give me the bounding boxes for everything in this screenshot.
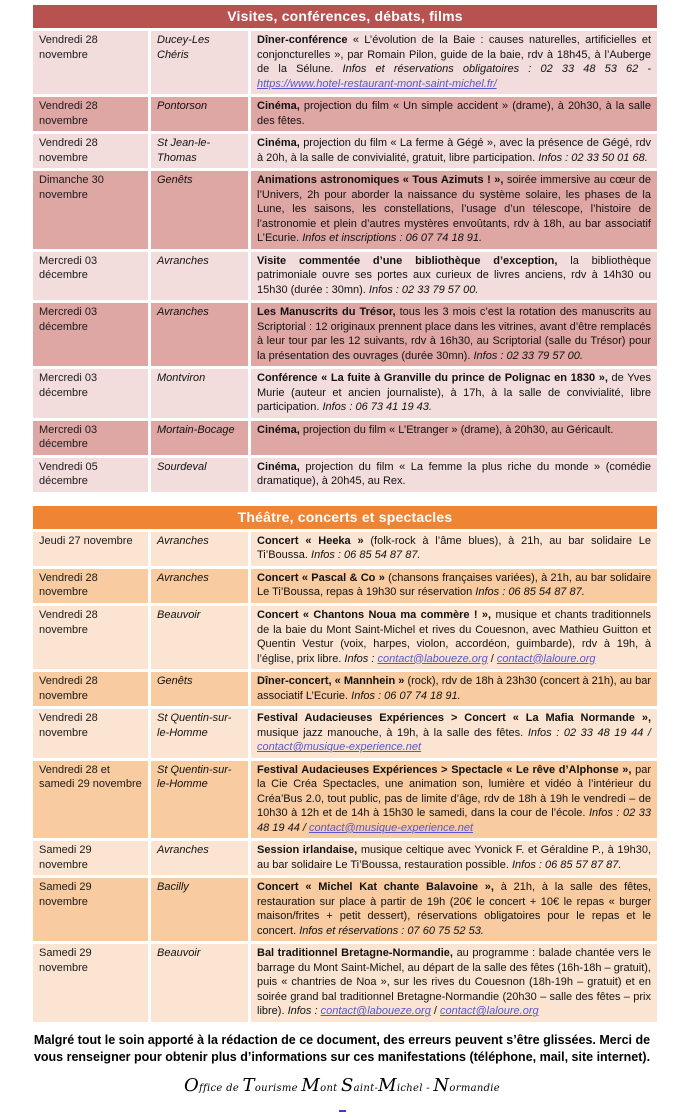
description-segment: « L’évolution de la Baie : causes naturelles, artificielles et conjoncturelles », par Romain Pilon, guide de la baie, rdv à 18h45, à l’Auberge de la Sélune. — [257, 34, 652, 76]
description-segment: Infos : 06 73 41 19 43. — [322, 401, 432, 414]
event-description — [251, 569, 657, 603]
event-date: Vendredi 28 et samedi 29 novembre — [33, 761, 148, 839]
description-segment: Cinéma, — [257, 100, 300, 113]
disclaimer-text: Malgré tout le soin apporté à la rédaction de ce document, des erreurs peuvent s’être glissées. Merci de vous renseigner pour obtenir plus d’informations sur ces manifestations (téléphone, mail, site internet). — [33, 1032, 651, 1065]
description-segment: Infos : 02 33 48 19 44 / — [257, 807, 651, 834]
description-segment: Dîner-conférence — [257, 34, 353, 46]
description-segment: Concert « Chantons Noua ma commère ! », — [257, 608, 492, 621]
description-segment: Bal traditionnel Bretagne-Normandie, — [257, 947, 453, 960]
description-segment: Conférence « La fuite à Granville du prince de Polignac en 1830 », — [257, 372, 608, 385]
event-row — [33, 252, 657, 301]
description-segment: Festival Audacieuses Expériences > Spectacle « Le rêve d’Alphonse », — [257, 763, 632, 776]
event-row — [33, 761, 657, 839]
description-segment: Infos : 02 33 79 57 00. — [368, 283, 479, 296]
event-description — [251, 761, 657, 839]
event-date: Vendredi 28 novembre — [33, 606, 148, 669]
event-date: Samedi 29 novembre — [33, 841, 148, 875]
description-segment: Animations astronomiques « Tous Azimuts ! », — [257, 174, 504, 187]
event-description — [251, 369, 657, 418]
description-segment: la bibliothèque patrimoniale ouvre ses portes aux curieux de livres anciens, rdv à 14h30 ou 15h30 (durée : 30mn). — [257, 254, 651, 296]
description-segment: Les Manuscrits du Trésor, — [257, 306, 396, 319]
hyperlink[interactable]: contact@laboueze.org — [320, 1005, 431, 1018]
description-segment: Session irlandaise, — [257, 844, 358, 857]
event-description — [251, 532, 657, 566]
description-segment: Infos : 02 33 48 19 44 / — [527, 726, 651, 739]
event-date: Mercredi 03 décembre — [33, 303, 148, 366]
description-segment: Cinéma, — [257, 460, 300, 473]
event-date: Vendredi 28 novembre — [33, 569, 148, 603]
event-row — [33, 672, 657, 706]
description-segment: Concert « Heeka » — [257, 534, 364, 547]
event-location: St Quentin-sur-le-Homme — [151, 709, 248, 758]
hyperlink[interactable]: contact@musique-experience.net — [309, 821, 474, 834]
event-location: Avranches — [151, 569, 248, 603]
event-row — [33, 303, 657, 366]
description-segment: Concert « Pascal & Co » — [257, 571, 385, 584]
section-rows — [33, 532, 657, 1022]
section-title: Visites, conférences, débats, films — [33, 5, 657, 28]
logo-text: Office de Tourisme Mont Saint-Michel - Normandie — [183, 1074, 501, 1096]
description-segment: (rock), rdv de 18h à 23h30 (concert à 21h), au bar associatif L’Ecurie. — [257, 675, 651, 702]
event-location: Genêts — [151, 171, 248, 249]
event-row — [33, 171, 657, 249]
description-segment: Cinéma, — [257, 137, 300, 150]
event-location: Avranches — [151, 303, 248, 366]
section-title: Théâtre, concerts et spectacles — [33, 506, 657, 529]
event-row — [33, 421, 657, 455]
hyperlink[interactable]: contact@laboueze.org — [377, 652, 488, 665]
event-row — [33, 709, 657, 758]
event-location: Bacilly — [151, 878, 248, 941]
event-location: Sourdeval — [151, 458, 248, 492]
event-date: Vendredi 28 novembre — [33, 672, 148, 706]
event-section-visites — [33, 5, 657, 492]
event-description — [251, 709, 657, 758]
event-description — [251, 421, 657, 455]
description-segment: de Yves Murie (auteur et ancien journaliste), à 17h, à la salle de convivialité, libre participation. — [257, 372, 652, 414]
event-row — [33, 944, 657, 1022]
description-segment: projection du film « La ferme à Gégé », avec la présence de Gégé, rdv à 20h, à la salle de convivialité, gratuit, libre participation. — [257, 137, 651, 164]
description-segment: Concert « Michel Kat chante Balavoine », — [257, 881, 494, 894]
event-description — [251, 97, 657, 131]
description-segment: (folk-rock à l’âme blues), à 21h, au bar solidaire Le Ti’Boussa. — [257, 534, 651, 562]
event-date: Dimanche 30 novembre — [33, 171, 148, 249]
description-segment: musique et chants traditionnels de la baie du Mont Saint-Michel et rives du Couesnon, avec Mathieu Guitton et Quentin Vestur (voix, harpes, violon, accordéon, guimbarde), rdv à 19h, à l’église, prix libre. — [257, 608, 651, 665]
event-description — [251, 303, 657, 366]
event-date: Samedi 29 novembre — [33, 944, 148, 1022]
hyperlink[interactable]: contact@laloure.org — [440, 1005, 539, 1018]
event-location: Pontorson — [151, 97, 248, 131]
hyperlink[interactable]: contact@musique-experience.net — [257, 741, 422, 754]
event-row — [33, 458, 657, 492]
event-location: Avranches — [151, 532, 248, 566]
description-segment: Infos et réservations obligatoires : 02 33 48 53 62 - — [342, 63, 651, 76]
event-date: Vendredi 05 décembre — [33, 458, 148, 492]
description-segment: projection du film « La femme la plus riche du monde » (comédie dramatique), à 20h45, au Rex. — [257, 460, 651, 488]
event-date: Mercredi 03 décembre — [33, 421, 148, 455]
description-segment: / — [430, 1005, 441, 1018]
section-rows — [33, 31, 657, 492]
event-row — [33, 878, 657, 941]
event-location: St Quentin-sur-le-Homme — [151, 761, 248, 839]
event-date: Mercredi 03 décembre — [33, 252, 148, 301]
event-location: St Jean-le-Thomas — [151, 134, 248, 168]
description-segment: Infos : 06 07 74 18 91. — [351, 689, 461, 702]
event-description — [251, 134, 657, 168]
event-date: Vendredi 28 novembre — [33, 134, 148, 168]
event-location: Beauvoir — [151, 606, 248, 669]
event-description — [251, 606, 657, 669]
event-date: Mercredi 03 décembre — [33, 369, 148, 418]
description-segment: Infos : 02 33 79 57 00. — [473, 349, 583, 362]
description-segment: Infos et réservations : 07 60 75 52 53. — [299, 924, 484, 937]
cut-off-link-fragment — [339, 1110, 346, 1112]
hyperlink[interactable]: https://www.hotel-restaurant-mont-saint-michel.fr/ — [257, 77, 497, 90]
event-row — [33, 369, 657, 418]
event-section-spectacles — [33, 506, 657, 1022]
event-location: Avranches — [151, 841, 248, 875]
description-segment: projection du film « L’Etranger » (drame), à 20h30, au Géricault. — [299, 423, 614, 436]
event-date: Vendredi 28 novembre — [33, 31, 148, 94]
event-row — [33, 606, 657, 669]
description-segment: Infos : 06 85 54 87 87. — [475, 586, 585, 599]
event-location: Montviron — [151, 369, 248, 418]
description-segment: Festival Audacieuses Expériences > Concert « La Mafia Normande », — [257, 712, 651, 725]
description-segment: tous les 3 mois c’est la rotation des manuscrits au Scriptorial : 12 originaux prennent place dans les vitrines, avant d’être remplacés à leur tour par les 12 suivants, rdv à 16h30, au Scriptorial (salle du Trésor) pour la présentation des ouvrages (durée 30mn). — [257, 306, 652, 362]
description-segment: musique jazz manouche, à 19h, à la salle des fêtes. — [257, 726, 528, 739]
event-location: Ducey-Les Chéris — [151, 31, 248, 94]
description-segment: Infos : — [344, 652, 378, 665]
event-date: Jeudi 27 novembre — [33, 532, 148, 566]
description-segment: par la Cie Créa Spectacles, une animation son, lumière et vidéo à l’intérieur du Créa’Bus 2.0, tout public, pas de limite d’âge, rdv de 18h à 19h le vendredi – de 10h30 à 12h et de 14h à 15h30 le samedi, dans la cour de l’école. — [257, 763, 651, 820]
event-date: Vendredi 28 novembre — [33, 97, 148, 131]
event-description — [251, 878, 657, 941]
description-segment: musique celtique avec Yvonick F. et Géraldine P., à 19h30, au bar solidaire Le Ti’Boussa, restauration possible. — [257, 844, 652, 871]
event-description — [251, 672, 657, 706]
event-description — [251, 841, 657, 875]
description-segment: Infos et inscriptions : 06 07 74 18 91. — [302, 232, 483, 245]
description-segment: Infos : 06 85 57 87 87. — [511, 858, 622, 871]
event-description — [251, 458, 657, 492]
event-description — [251, 171, 657, 249]
description-segment: au programme : balade chantée vers le barrage du Mont Saint-Michel, au départ de la salle des fêtes (16h-18h – gratuit), puis « chantries de Noa », sur les rives du Couesnon (18h-19h – gratuit) et en soirée grand bal traditionnel Bretagne-Normandie (20h30 – salle des fêtes – prix libre). — [257, 947, 651, 1018]
description-segment: / — [487, 652, 497, 665]
description-segment: (chansons françaises variées), à 21h, au bar solidaire Le Ti’Boussa, repas à 19h30 sur réservation — [257, 571, 651, 599]
description-segment: Cinéma, — [257, 423, 300, 436]
event-location: Avranches — [151, 252, 248, 301]
description-segment: à 21h, à la salle des fêtes, restauration sur place à partir de 19h (20€ le concert + 10€ le repas « burger maison/frites + petit dessert), réservations obligatoires pour le repas et le concert. — [257, 881, 651, 937]
event-row — [33, 134, 657, 168]
event-row — [33, 569, 657, 603]
event-date: Samedi 29 novembre — [33, 878, 148, 941]
event-date: Vendredi 28 novembre — [33, 709, 148, 758]
event-description — [251, 31, 657, 94]
description-segment: Infos : 06 85 54 87 87. — [311, 549, 421, 562]
event-location: Beauvoir — [151, 944, 248, 1022]
event-row — [33, 97, 657, 131]
description-segment: projection du film « Un simple accident » (drame), à 20h30, à la salle des fêtes. — [257, 100, 651, 127]
description-segment: Dîner-concert, « Mannhein » — [257, 675, 405, 688]
description-segment: Infos : — [287, 1005, 321, 1018]
description-segment: Infos : 02 33 50 01 68. — [538, 151, 648, 164]
event-location: Genêts — [151, 672, 248, 706]
event-description — [251, 944, 657, 1022]
event-row — [33, 532, 657, 566]
event-row — [33, 31, 657, 94]
description-segment: Visite commentée d’une bibliothèque d’exception, — [257, 254, 558, 267]
event-location: Mortain-Bocage — [151, 421, 248, 455]
hyperlink[interactable]: contact@laloure.org — [496, 652, 596, 665]
event-description — [251, 252, 657, 301]
event-row — [33, 841, 657, 875]
description-segment: soirée immersive au cœur de l’Univers, 2h pour aborder la naissance du système solaire, les phases de la Lune, les saisons, les constellations, l’usage d’un télescope, l’histoire de l’astronomie et plein d’autres mystères envoûtants, rdv à 18h, au bar associatif L’Ecurie. — [257, 174, 651, 245]
sections — [0, 5, 684, 1022]
